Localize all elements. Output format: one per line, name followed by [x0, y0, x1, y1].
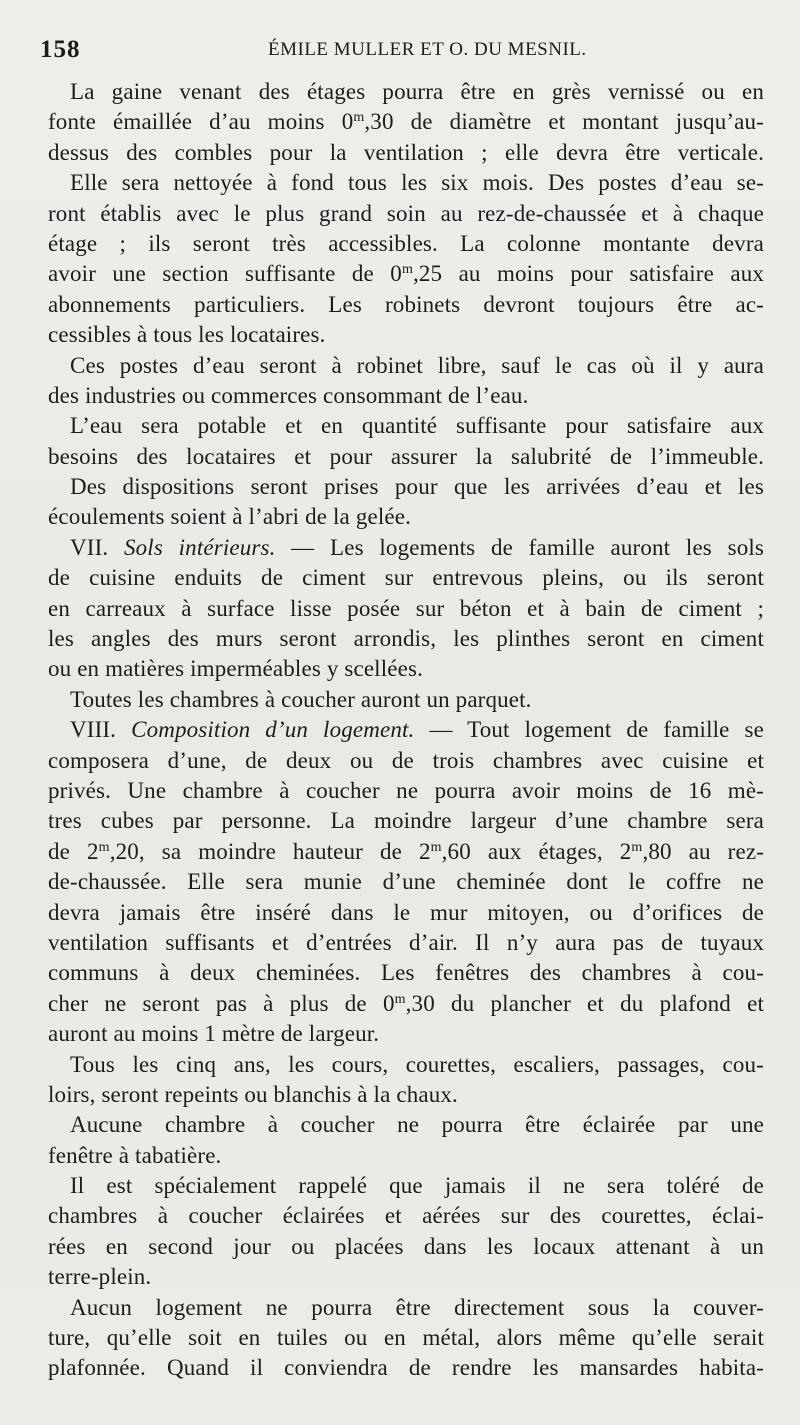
text-line: en carreaux à surface lisse posée sur béton et à bain de ciment ; [48, 595, 764, 621]
text-line: chambres à coucher éclairées et aérées sur des courettes, éclai- [48, 1203, 764, 1229]
text-line: Elle sera nettoyée à fond tous les six mois. Des postes d’eau se- [70, 170, 764, 196]
text-line: auront au moins 1 mètre de largeur. [48, 1021, 380, 1047]
text-line: ventilation suffisants et d’entrées d’air. Il n’y aura pas de tuyaux [48, 929, 764, 955]
text-line: La gaine venant des étages pourra être en grès vernissé ou en [70, 79, 764, 104]
text-line: étage ; ils seront très accessibles. La colonne montante devra [48, 230, 764, 256]
text-line: des industries ou commerces consommant de l’eau. [48, 382, 529, 408]
text-line: cher ne seront pas à plus de 0$^m$,30 du plancher et du plafond et [48, 990, 764, 1016]
text-line: ou en matières imperméables y scellées. [48, 656, 423, 682]
text-line: tres cubes par personne. La moindre largeur d’une chambre sera [48, 808, 764, 834]
text-line: fenêtre à tabatière. [48, 1142, 222, 1168]
text-line: les angles des murs seront arrondis, les plinthes seront en ciment [48, 626, 764, 652]
text-line: abonnements particuliers. Les robinets devront toujours être ac- [48, 291, 764, 317]
text-line: dessus des combles pour la ventilation ; elle devra être verticale. [48, 139, 764, 165]
text-line: besoins des locataires et pour assurer la salubrité de l’immeuble. [48, 443, 764, 469]
text-line: L’eau sera potable et en quantité suffisante pour satisfaire aux [70, 413, 764, 439]
text-line: de 2$^m$,20, sa moindre hauteur de 2$^m$,60 aux étages, 2$^m$,80 au rez- [48, 838, 764, 864]
page-number: 158 [40, 36, 81, 63]
text-line: Des dispositions seront prises pour que les arrivées d’eau et les [70, 474, 764, 500]
text-line: ture, qu’elle soit en tuiles ou en métal, alors même qu’elle serait [48, 1325, 764, 1351]
text-line: Toutes les chambres à coucher auront un parquet. [70, 686, 532, 712]
text-line: privés. Une chambre à coucher ne pourra avoir moins de 16 mè- [48, 777, 764, 803]
page-header [40, 36, 760, 68]
text-line: VII. Sols intérieurs. — Les logements de famille auront les sols [70, 534, 764, 560]
text-line: de-chaussée. Elle sera munie d’une cheminée dont le coffre ne [48, 869, 764, 895]
running-head: ÉMILE MULLER ET O. DU MESNIL. [268, 39, 587, 60]
text-line: Aucune chambre à coucher ne pourra être éclairée par une [70, 1112, 764, 1138]
text-line: cessibles à tous les locataires. [48, 322, 326, 348]
text-line: loirs, seront repeints ou blanchis à la chaux. [48, 1081, 458, 1107]
text-line: communs à deux cheminées. Les fenêtres des chambres à cou- [48, 960, 764, 986]
text-line: terre-plein. [48, 1264, 152, 1290]
text-line: Tous les cinq ans, les cours, courettes, escaliers, passages, cou- [70, 1051, 764, 1077]
text-line: composera d’une, de deux ou de trois chambres avec cuisine et [48, 747, 764, 773]
text-line: Aucun logement ne pourra être directement sous la couver- [70, 1294, 764, 1320]
text-line: écoulements soient à l’abri de la gelée. [48, 504, 411, 530]
text-line: Il est spécialement rappelé que jamais il ne sera toléré de [70, 1173, 764, 1199]
text-line: ront établis avec le plus grand soin au rez-de-chaussée et à chaque [48, 200, 764, 226]
text-line: Ces postes d’eau seront à robinet libre, sauf le cas où il y aura [70, 352, 764, 378]
text-line: fonte émaillée d’au moins 0$^m$,30 de diamètre et montant jusqu’au- [48, 109, 764, 135]
text-line: devra jamais être inséré dans le mur mitoyen, ou d’orifices de [48, 899, 764, 925]
text-line: rées en second jour ou placées dans les locaux attenant à un [48, 1233, 764, 1259]
text-line: de cuisine enduits de ciment sur entrevous pleins, ou ils seront [48, 565, 764, 591]
body-text [48, 77, 764, 1384]
text-line: plafonnée. Quand il conviendra de rendre les mansardes habita- [48, 1355, 764, 1381]
text-line: avoir une section suffisante de 0$^m$,25 au moins pour satisfaire aux [48, 261, 765, 287]
text-line: VIII. Composition d’un logement. — Tout logement de famille se [70, 717, 764, 743]
